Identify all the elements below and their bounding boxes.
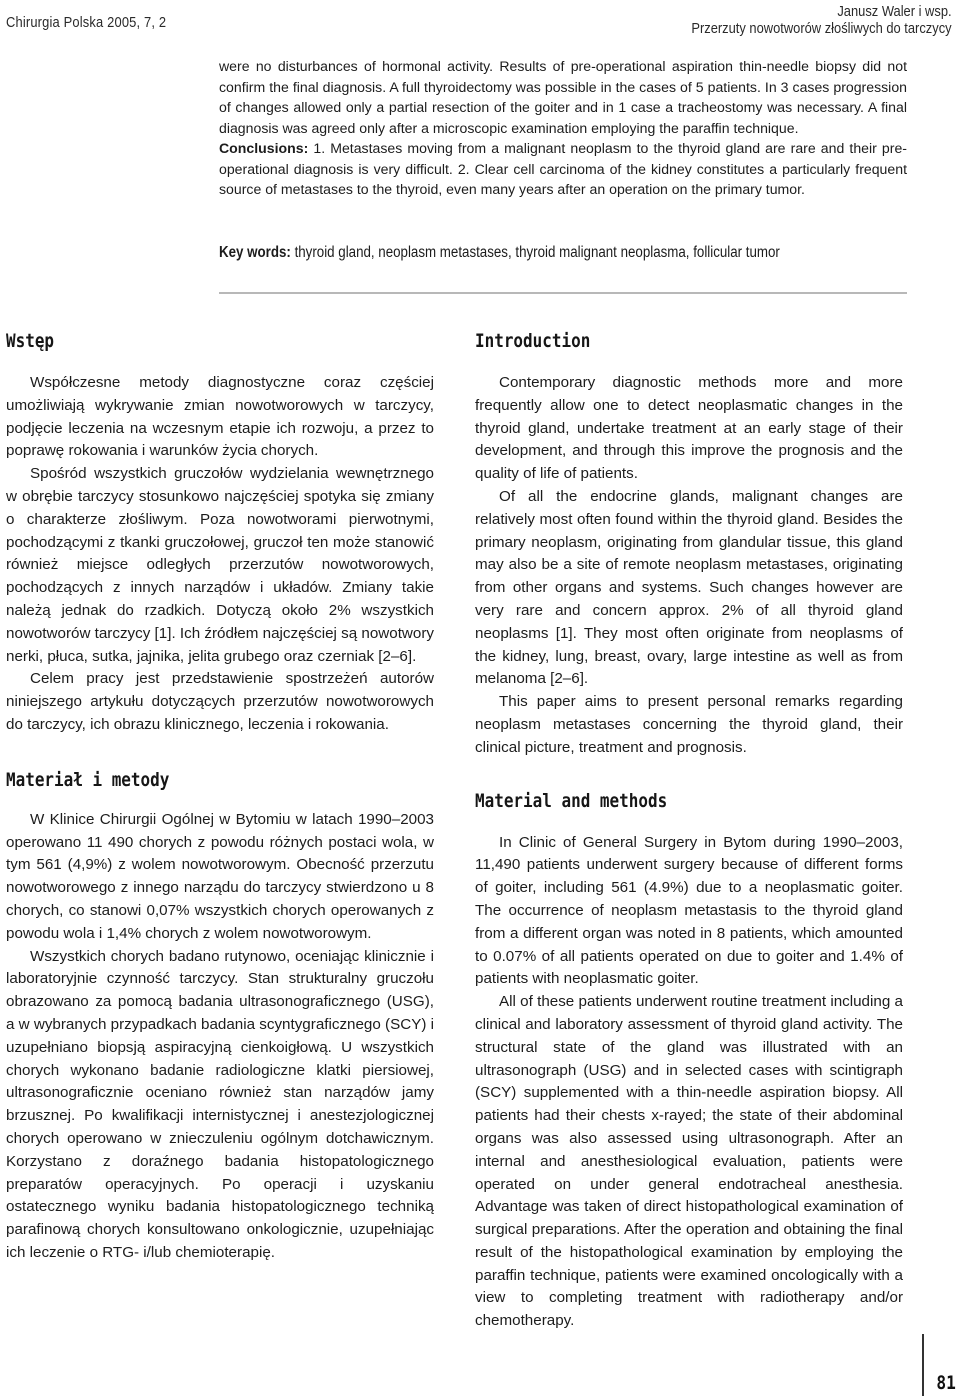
abstract-paragraph: were no disturbances of hormonal activity. Results of pre-operational aspiration thin-needle biopsy did not confirm the final diagnosis. A full thyroidectomy was possible in the cases of 5 patients. In 3 cases progression of changes allowed only a partial resection of the goiter and in 1 case a tracheostomy was necessary. A final diagnosis was agreed only after a microscopic examination employing the paraffin technique. — [219, 58, 907, 136]
paragraph: Spośród wszystkich gruczołów wydzielania wewnętrznego w obrębie tarczycy stosunkowo najczęściej spotyka się zmiany o charakterze złośliwym. Poza nowotworami pierwotnymi, pochodzącymi z tkanki gruczołowej, gruczoł ten może stanowić również miejsce odległych przerzutów nowotworowych, pochodzących z innych narządów i układów. Zmiany takie należą jednak do rzadkich. Dotyczą około 2% wszystkich nowotworów tarczycy [1]. Ich źródłem najczęściej są nowotwory nerki, płuca, sutka, jajnika, jelita grubego oraz czerniak [2–6]. — [6, 465, 434, 665]
english-column — [475, 330, 903, 1333]
section-heading-material-and-methods: Material and methods — [475, 789, 668, 812]
paragraph: This paper aims to present personal remarks regarding neoplasm metastases concerning the thyroid gland, their clinical picture, treatment and prognosis. — [475, 693, 903, 756]
conclusions-text: 1. Metastases moving from a malignant neoplasm to the thyroid gland are rare and their pre-operational diagnosis is very difficult. 2. Clear cell carcinoma of the kidney constitutes a particularly frequent source of metastases to the thyroid, even many years after an operation on the primary tumor. — [219, 140, 907, 197]
paragraph: Celem pracy jest przedstawienie spostrzeżeń autorów niniejszego artykułu dotyczących przerzutów nowotworowych do tarczycy, ich obrazu klinicznego, leczenia i rokowania. — [6, 670, 434, 733]
key-words-text: thyroid gland, neoplasm metastases, thyroid malignant neoplasma, follicular tumor — [290, 244, 780, 261]
running-header-authors: Janusz Waler i wsp. — [837, 3, 952, 20]
journal-citation: Chirurgia Polska 2005, 7, 2 — [6, 14, 167, 31]
key-words-label: Key words: — [219, 244, 291, 261]
polish-column — [6, 330, 434, 1265]
paragraph: Of all the endocrine glands, malignant changes are relatively most often found within the thyroid gland. Besides the primary neoplasm, originating from glandular tissue, this gland may also be a site of remote neoplasm metastases, originating from other organs and systems. Such changes however are very rare and concern approx. 2% of all thyroid gland neoplasms [1]. They most often originate from neoplasms of the kidney, lung, breast, ovary, large intestine as well as from melanoma [2–6]. — [475, 487, 903, 688]
divider-rule — [219, 292, 907, 294]
section-body-introduction — [475, 372, 903, 760]
section-body-wstep — [6, 372, 434, 737]
section-body-material-i-metody — [6, 809, 434, 1265]
abstract-conclusions — [219, 138, 907, 200]
paragraph: W Klinice Chirurgii Ogólnej w Bytomiu w latach 1990–2003 operowano 11 490 chorych z powodu różnych postaci wola, w tym 561 (4,9%) z wolem nowotworowym. Obecność przerzutu nowotworowego z innego narządu do tarczycy stwierdzono u 8 chorych, co stanowi 0,07% wszystkich chorych operowanych z powodu wola i 1,4% chorych z wolem nowotworowym. — [6, 810, 434, 942]
abstract — [219, 56, 907, 200]
section-heading-wstep: Wstęp — [6, 330, 55, 352]
section-heading-material-i-metody: Materiał i metody — [6, 768, 170, 791]
paragraph: Wszystkich chorych badano rutynowo, oceniając klinicznie i laboratoryjnie czynność tarczycy. Stan strukturalny gruczołu obrazowano za pomocą badania ultrasonograficznego (USG), a w wybranych przypadkach badania scyntygraficznego (SCY) i uzupełniano biopsją aspiracyjną cienkoigłową. U wszystkich chorych wykonano badanie radiologiczne klatki piersiowej, ultrasonograficznie oceniano również stan narządów jamy brzusznej. Po kwalifikacji internistycznej i anestezjologicznej chorych operowano w znieczuleniu ogólnym dotchawicznym. Korzystano z doraźnego badania histopatologicznego preparatów operacyjnych. Po operacji i uzyskaniu ostatecznego wyniku badania histopatologicznego techniką parafinową chorych konsultowano onkologicznie, uzupełniając ich leczenie o RTG- i/lub chemioterapię. — [6, 947, 434, 1261]
paragraph: Contemporary diagnostic methods more and more frequently allow one to detect neoplasmatic changes in the thyroid gland, undertake treatment at an early stage of their development, and through this improve the prognosis and the quality of life of patients. — [475, 374, 903, 483]
paragraph: Współczesne metody diagnostyczne coraz częściej umożliwiają wykrywanie zmian nowotworowych w tarczycy, podjęcie leczenia na wczesnym etapie ich rozwoju, a przez to poprawę rokowania i warunków życia chorych. — [6, 374, 434, 460]
section-body-material-and-methods — [475, 832, 903, 1334]
page-number: 81 — [936, 1372, 956, 1394]
conclusions-label: Conclusions: — [219, 140, 309, 156]
paragraph: All of these patients underwent routine treatment including a clinical and laboratory assessment of thyroid gland activity. The structural state of the gland was illustrated with an ultrasonograph (USG) and in selected cases with scintigraph (SCY) supplemented with a thin-needle aspiration biopsy. All patients had their chests x-rayed; the state of their abdominal organs was also assessed using ultrasonograph. After an internal and anesthesiological evaluation, patients were operated on under general endotracheal anesthesia. Advantage was taken of direct histopathological examination of surgical preparations. After the operation and obtaining the final result of the histopathological examination by employing the paraffin technique, patients were examined oncologically with a view to completing treatment with radiotherapy and/or chemotherapy. — [475, 993, 903, 1330]
paragraph: In Clinic of General Surgery in Bytom during 1990–2003, 11,490 patients underwent surgery because of different forms of goiter, including 561 (4.9%) due to a neoplasmatic goiter. The occurrence of neoplasm metastasis to the thyroid gland from a different organ was noted in 8 patients, which amounted to 0.07% of all patients operated on due to goiter and 1.4% of patients with neoplasmatic goiter. — [475, 833, 903, 988]
section-heading-introduction: Introduction — [475, 330, 591, 352]
running-header — [692, 3, 952, 37]
running-header-title: Przerzuty nowotworów złośliwych do tarczycy — [691, 20, 952, 37]
key-words — [219, 244, 821, 262]
